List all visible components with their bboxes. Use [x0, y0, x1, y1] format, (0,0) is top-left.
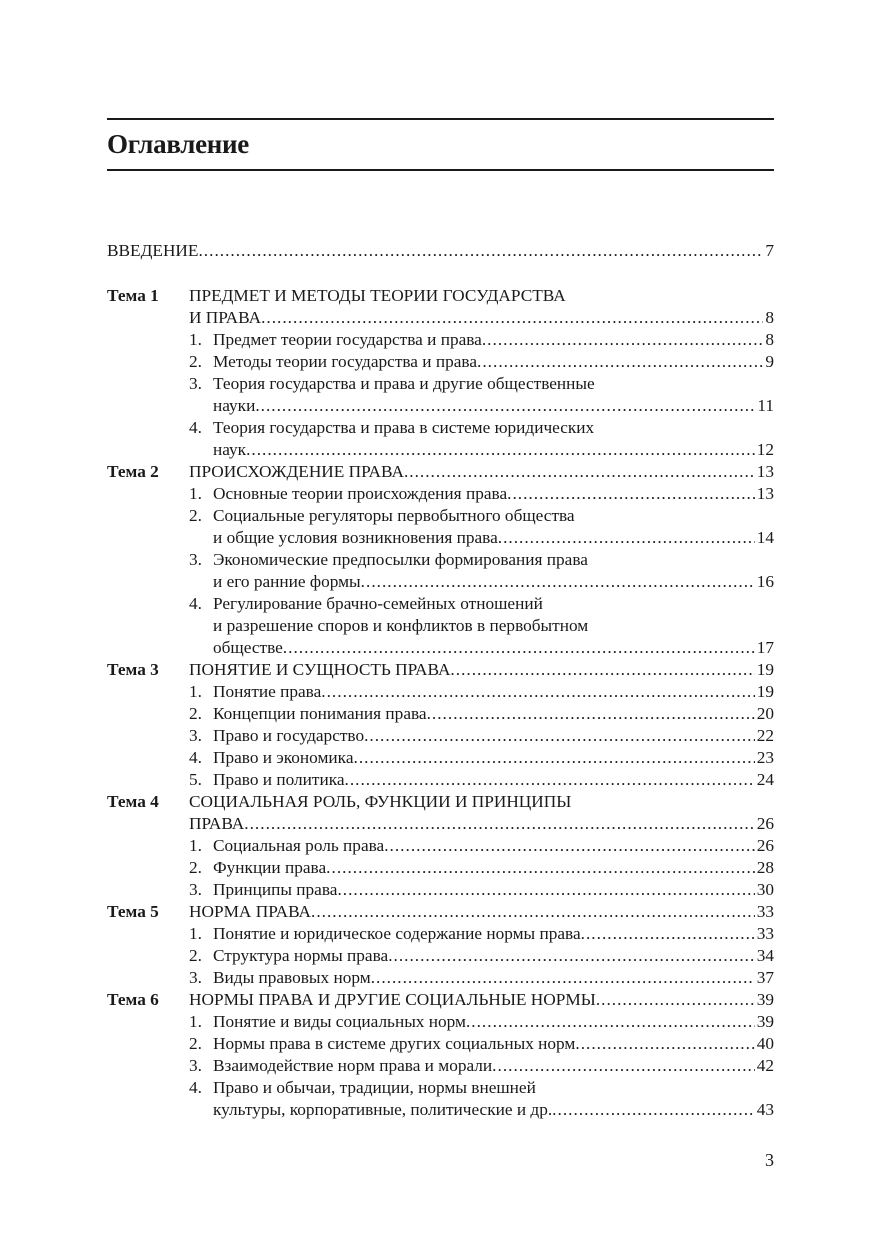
subitem-text: Социальные регуляторы первобытного общества — [213, 506, 575, 525]
subitem-entry[interactable] — [189, 439, 774, 461]
leader-dots — [337, 879, 754, 901]
toc-subitem — [189, 417, 774, 461]
theme-title-line: ПРЕДМЕТ И МЕТОДЫ ТЕОРИИ ГОСУДАРСТВА — [189, 286, 566, 305]
subitem-number: 3. — [189, 880, 202, 899]
theme-body — [189, 791, 774, 835]
toc-subitem — [189, 945, 774, 967]
leader-dots — [384, 835, 755, 857]
subitem-number: 4. — [189, 594, 202, 613]
subitem-entry[interactable] — [189, 1099, 774, 1121]
subitem-number: 1. — [189, 330, 202, 349]
subitem-number: 3. — [189, 374, 202, 393]
subitem-text: Регулирование брачно-семейных отношений — [213, 594, 543, 613]
toc-entry-text: Нормы права в системе других социальных норм — [213, 1034, 576, 1053]
toc-page-number: 20 — [756, 704, 774, 723]
bottom-rule — [107, 169, 774, 171]
toc-entry-text: И ПРАВА — [189, 308, 262, 327]
theme-title-entry[interactable] — [189, 989, 774, 1011]
toc-subitem — [189, 725, 774, 747]
subitem-entry[interactable] — [189, 703, 774, 725]
toc-page-number: 11 — [757, 396, 774, 415]
subitem-entry[interactable] — [189, 967, 774, 989]
subitem-entry[interactable] — [189, 571, 774, 593]
leader-dots — [507, 483, 755, 505]
toc-page-number: 40 — [756, 1034, 774, 1053]
subitem-number: 1. — [189, 484, 202, 503]
leader-dots — [255, 395, 755, 417]
subitem-entry[interactable] — [189, 857, 774, 879]
theme-5 — [107, 901, 774, 923]
subitem-number: 2. — [189, 352, 202, 371]
toc-page-number: 13 — [756, 462, 774, 481]
leader-dots — [326, 857, 755, 879]
toc-page-number: 26 — [756, 836, 774, 855]
theme-title-line: СОЦИАЛЬНАЯ РОЛЬ, ФУНКЦИИ И ПРИНЦИПЫ — [189, 792, 572, 811]
toc-page-number: 16 — [756, 572, 774, 591]
toc-page-number: 19 — [756, 660, 774, 679]
theme-title-entry[interactable] — [189, 659, 774, 681]
toc-subitem — [189, 857, 774, 879]
theme-label: Тема 2 — [107, 462, 159, 481]
subitem-number: 1. — [189, 924, 202, 943]
leader-dots — [482, 329, 764, 351]
subitem-entry[interactable] — [189, 1055, 774, 1077]
subitem-entry[interactable] — [189, 395, 774, 417]
toc-page-number: 19 — [756, 682, 774, 701]
subitem-entry[interactable] — [189, 1011, 774, 1033]
toc-page-number: 42 — [756, 1056, 774, 1075]
toc-page-number: 33 — [756, 902, 774, 921]
subitem-entry[interactable] — [189, 747, 774, 769]
subitem-line — [189, 615, 774, 637]
toc-page-number: 33 — [756, 924, 774, 943]
toc-page-number: 28 — [756, 858, 774, 877]
theme-4 — [107, 791, 774, 835]
toc-entry-text: и его ранние формы — [213, 572, 361, 591]
toc-subitem — [189, 329, 774, 351]
leader-dots — [581, 923, 755, 945]
leader-dots — [477, 351, 763, 373]
toc-subitem — [189, 879, 774, 901]
subitem-entry[interactable] — [189, 923, 774, 945]
toc-entry-text: Предмет теории государства и права — [213, 330, 482, 349]
subitem-entry[interactable] — [189, 681, 774, 703]
subitem-text: и разрешение споров и конфликтов в первобытном — [213, 616, 589, 635]
leader-dots — [371, 967, 755, 989]
toc-subitem — [189, 1033, 774, 1055]
toc-entry-text: Принципы права — [213, 880, 338, 899]
subitem-line — [189, 593, 774, 615]
theme-body — [189, 659, 774, 681]
subitem-line — [189, 505, 774, 527]
subitem-text: Право и обычаи, традиции, нормы внешней — [213, 1078, 536, 1097]
theme-label: Тема 4 — [107, 792, 159, 811]
theme-title-entry[interactable] — [189, 461, 774, 483]
themes-list — [107, 285, 774, 1121]
toc-subitem — [189, 505, 774, 549]
leader-dots — [261, 307, 763, 329]
theme-2 — [107, 461, 774, 483]
toc-subitem — [189, 769, 774, 791]
toc-page-number: 9 — [765, 352, 774, 371]
theme-label: Тема 5 — [107, 902, 159, 921]
page-title: Оглавление — [107, 129, 249, 159]
toc-subitem — [189, 1011, 774, 1033]
subitem-entry[interactable] — [189, 351, 774, 373]
theme-body — [189, 901, 774, 923]
toc-entry-text: Право и государство — [213, 726, 365, 745]
toc-page-number: 23 — [756, 748, 774, 767]
subitem-number: 2. — [189, 506, 202, 525]
theme-body — [189, 989, 774, 1011]
subitem-entry[interactable] — [189, 483, 774, 505]
theme-label: Тема 3 — [107, 660, 159, 679]
leader-dots — [450, 659, 754, 681]
leader-dots — [321, 681, 754, 703]
subitem-number: 4. — [189, 748, 202, 767]
toc-subitem — [189, 703, 774, 725]
toc-subitem — [189, 373, 774, 417]
subitem-number: 4. — [189, 418, 202, 437]
subitem-number: 3. — [189, 1056, 202, 1075]
leader-dots — [404, 461, 755, 483]
subitem-entry[interactable] — [189, 637, 774, 659]
subitem-line — [189, 1077, 774, 1099]
leader-dots — [311, 901, 755, 923]
toc-subitem — [189, 1055, 774, 1077]
theme-3 — [107, 659, 774, 681]
toc-entry-text: ПРОИСХОЖДЕНИЕ ПРАВА — [189, 462, 404, 481]
toc-page-number: 39 — [756, 1012, 774, 1031]
toc-page-number: 14 — [756, 528, 774, 547]
leader-dots — [364, 725, 755, 747]
subitem-entry[interactable] — [189, 769, 774, 791]
toc-page-number: 39 — [756, 990, 774, 1009]
leader-dots — [244, 813, 754, 835]
leader-dots — [492, 1055, 755, 1077]
toc-subitem — [189, 923, 774, 945]
toc-entry-title: ВВЕДЕНИЕ — [107, 241, 199, 260]
theme-1 — [107, 285, 774, 329]
toc-entry-text: культуры, корпоративные, политические и др. — [213, 1100, 553, 1119]
subitem-text: Теория государства и права и другие общественные — [213, 374, 595, 393]
toc-entry-text: Понятие права — [213, 682, 322, 701]
toc-page-number: 24 — [756, 770, 774, 789]
toc-subitem — [189, 747, 774, 769]
subitem-entry[interactable] — [189, 1033, 774, 1055]
toc-subitem — [189, 835, 774, 857]
subitem-text: Экономические предпосылки формирования права — [213, 550, 588, 569]
toc-page-number: 26 — [756, 814, 774, 833]
toc-entry-text: НОРМА ПРАВА — [189, 902, 312, 921]
toc-entry-text: Взаимодействие норм права и морали — [213, 1056, 493, 1075]
subitem-entry[interactable] — [189, 945, 774, 967]
leader-dots — [388, 945, 755, 967]
theme-body — [189, 461, 774, 483]
toc-entry-text: ПРАВА — [189, 814, 245, 833]
theme-body — [189, 285, 774, 329]
subitem-line — [189, 417, 774, 439]
toc-entry-text: наук — [213, 440, 247, 459]
leader-dots — [596, 989, 755, 1011]
subitem-line — [189, 549, 774, 571]
toc-page-number: 34 — [756, 946, 774, 965]
page-number: 3 — [765, 1150, 774, 1170]
subitem-number: 1. — [189, 1012, 202, 1031]
table-of-contents — [107, 240, 774, 1121]
toc-entry-text: Виды правовых норм — [213, 968, 371, 987]
toc-subitem — [189, 1077, 774, 1121]
toc-page-number: 8 — [765, 308, 774, 327]
toc-page-number: 30 — [756, 880, 774, 899]
subitem-number: 2. — [189, 704, 202, 723]
toc-entry-text: Основные теории происхождения права — [213, 484, 508, 503]
theme-label: Тема 6 — [107, 990, 159, 1009]
leader-dots — [345, 769, 755, 791]
subitem-number: 4. — [189, 1078, 202, 1097]
subitem-number: 3. — [189, 968, 202, 987]
toc-page-number: 7 — [765, 241, 774, 260]
top-rule — [107, 118, 774, 120]
subitem-number: 1. — [189, 836, 202, 855]
toc-entry-text: Методы теории государства и права — [213, 352, 478, 371]
subitem-entry[interactable] — [189, 527, 774, 549]
toc-page-number: 8 — [765, 330, 774, 349]
subitem-number: 5. — [189, 770, 202, 789]
subitem-number: 2. — [189, 858, 202, 877]
toc-entry-text: науки — [213, 396, 256, 415]
toc-entry-text: Функции права — [213, 858, 327, 877]
toc-subitem — [189, 593, 774, 659]
toc-entry-text: обществе — [213, 638, 283, 657]
toc-entry-intro[interactable] — [107, 240, 774, 262]
toc-entry-text: Право и экономика — [213, 748, 354, 767]
toc-page-number: 37 — [756, 968, 774, 987]
subitem-entry[interactable] — [189, 329, 774, 351]
subitem-text: Теория государства и права в системе юридических — [213, 418, 595, 437]
leader-dots — [283, 637, 755, 659]
toc-page-number: 17 — [756, 638, 774, 657]
toc-subitem — [189, 967, 774, 989]
subitem-number: 1. — [189, 682, 202, 701]
subitem-number: 3. — [189, 726, 202, 745]
subitem-entry[interactable] — [189, 835, 774, 857]
toc-page-number: 12 — [756, 440, 774, 459]
theme-title-entry[interactable] — [189, 901, 774, 923]
leader-dots — [361, 571, 755, 593]
toc-entry-text: ПОНЯТИЕ И СУЩНОСТЬ ПРАВА — [189, 660, 451, 679]
toc-page-number: 43 — [756, 1100, 774, 1119]
toc-subitem — [189, 681, 774, 703]
subitem-number: 2. — [189, 946, 202, 965]
leader-dots — [354, 747, 755, 769]
toc-entry-text: Структура нормы права — [213, 946, 389, 965]
leader-dots — [466, 1011, 755, 1033]
toc-subitem — [189, 483, 774, 505]
subitem-number: 3. — [189, 550, 202, 569]
toc-entry-text: Понятие и юридическое содержание нормы права — [213, 924, 581, 943]
leader-dots — [575, 1033, 754, 1055]
theme-6 — [107, 989, 774, 1011]
leader-dots — [552, 1099, 755, 1121]
leader-dots — [427, 703, 755, 725]
toc-subitem — [189, 351, 774, 373]
subitem-entry[interactable] — [189, 879, 774, 901]
toc-page-number: 22 — [756, 726, 774, 745]
theme-title-entry[interactable] — [189, 307, 774, 329]
theme-label: Тема 1 — [107, 286, 159, 305]
toc-entry-text: Право и политика — [213, 770, 345, 789]
subitem-number: 2. — [189, 1034, 202, 1053]
theme-title-entry[interactable] — [189, 813, 774, 835]
toc-page-number: 13 — [756, 484, 774, 503]
leader-dots — [246, 439, 755, 461]
leader-dots — [498, 527, 755, 549]
toc-entry-text: и общие условия возникновения права — [213, 528, 498, 547]
toc-entry-text: НОРМЫ ПРАВА И ДРУГИЕ СОЦИАЛЬНЫЕ НОРМЫ — [189, 990, 596, 1009]
subitem-entry[interactable] — [189, 725, 774, 747]
subitem-line — [189, 373, 774, 395]
toc-entry-text: Социальная роль права — [213, 836, 385, 855]
toc-entry-text: Понятие и виды социальных норм — [213, 1012, 466, 1031]
toc-subitem — [189, 549, 774, 593]
toc-entry-text: Концепции понимания права — [213, 704, 427, 723]
leader-dots — [198, 240, 763, 262]
